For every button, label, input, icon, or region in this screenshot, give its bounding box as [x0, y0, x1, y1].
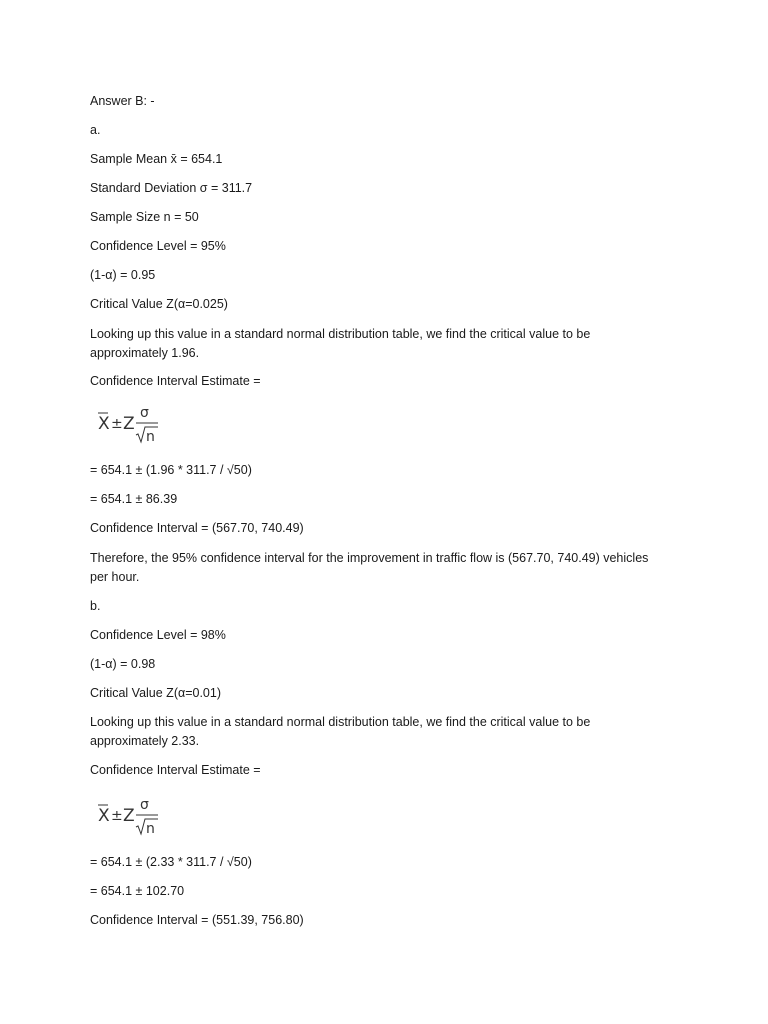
lookup-paragraph-a: Looking up this value in a standard normal distribution table, we find the critical value to be approximately 1.96.	[90, 327, 591, 360]
std-dev-line: Standard Deviation σ = 311.7	[90, 181, 253, 195]
calc-line-1-b: = 654.1 ± (2.33 * 311.7 / √50)	[90, 855, 252, 869]
formula-plus-minus: ±	[111, 808, 123, 824]
formula-n: n	[146, 821, 155, 837]
one-minus-alpha-b-line: (1-α) = 0.98	[90, 657, 156, 671]
calc-line-2-a: = 654.1 ± 86.39	[90, 492, 178, 506]
sample-mean-line: Sample Mean x̄ = 654.1	[90, 152, 223, 166]
formula-z: Z	[123, 414, 135, 434]
conclusion-paragraph-a: Therefore, the 95% confidence interval for the improvement in traffic flow is (567.70, 740.49) vehicles per hour.	[90, 551, 649, 584]
ci-result-b: Confidence Interval = (551.39, 756.80)	[90, 913, 304, 927]
formula-x-bar: X	[98, 414, 110, 434]
confidence-level-b-line: Confidence Level = 98%	[90, 628, 226, 642]
formula-z: Z	[123, 806, 135, 826]
ci-result-a: Confidence Interval = (567.70, 740.49)	[90, 521, 304, 535]
formula-sigma: σ	[140, 405, 149, 421]
critical-value-b-line: Critical Value Z(α=0.01)	[90, 686, 221, 700]
formula-sigma: σ	[140, 797, 149, 813]
part-b-label: b.	[90, 599, 101, 613]
confidence-level-a-line: Confidence Level = 95%	[90, 239, 226, 253]
sample-size-line: Sample Size n = 50	[90, 210, 199, 224]
answer-heading: Answer B: -	[90, 94, 155, 108]
formula-n: n	[146, 429, 155, 445]
ci-formula-image-a	[96, 401, 168, 445]
critical-value-a-line: Critical Value Z(α=0.025)	[90, 297, 228, 311]
calc-line-2-b: = 654.1 ± 102.70	[90, 884, 185, 898]
formula-x-bar: X	[98, 806, 110, 826]
one-minus-alpha-a-line: (1-α) = 0.95	[90, 268, 156, 282]
part-a-label: a.	[90, 123, 101, 137]
formula-plus-minus: ±	[111, 416, 123, 432]
lookup-paragraph-b: Looking up this value in a standard normal distribution table, we find the critical value to be approximately 2.33.	[90, 715, 591, 748]
ci-estimate-label-b: Confidence Interval Estimate =	[90, 763, 261, 777]
ci-estimate-label-a: Confidence Interval Estimate =	[90, 374, 261, 388]
ci-formula-image-b	[96, 793, 168, 837]
calc-line-1-a: = 654.1 ± (1.96 * 311.7 / √50)	[90, 463, 252, 477]
